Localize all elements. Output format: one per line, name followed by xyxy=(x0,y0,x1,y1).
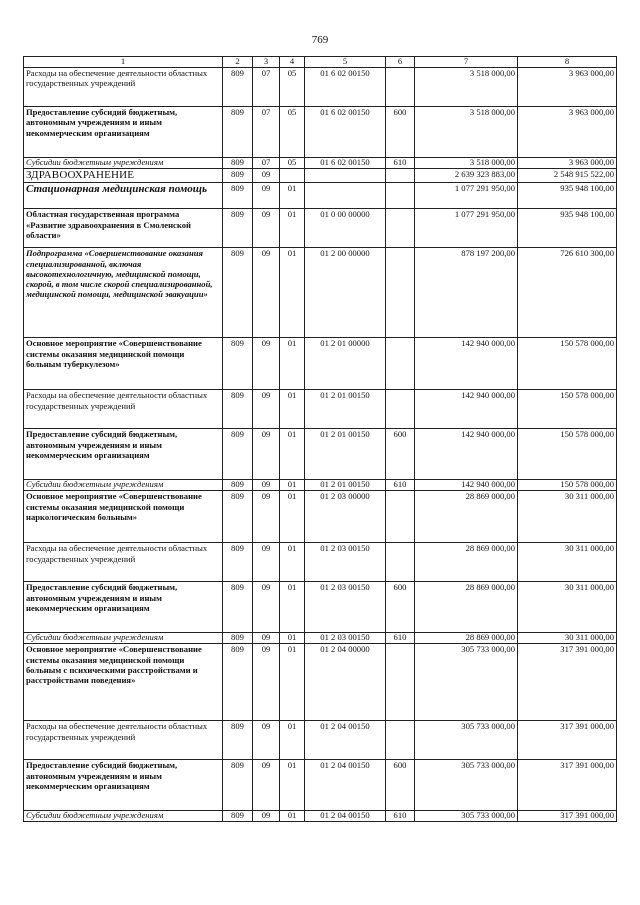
row-name: Субсидии бюджетным учреждениям xyxy=(24,811,223,822)
table-body xyxy=(24,68,617,822)
amount-cell: 142 940 000,00 xyxy=(415,429,518,480)
code-cell: 07 xyxy=(253,68,280,107)
code-cell: 01 2 00 00000 xyxy=(305,248,386,338)
table-row xyxy=(24,68,617,107)
code-cell: 09 xyxy=(253,390,280,429)
code-cell xyxy=(386,169,415,183)
code-cell: 09 xyxy=(253,721,280,760)
code-cell: 809 xyxy=(223,644,253,721)
code-cell: 09 xyxy=(253,644,280,721)
amount-cell: 317 391 000,00 xyxy=(518,811,617,822)
column-number: 6 xyxy=(386,57,415,68)
code-cell xyxy=(386,721,415,760)
code-cell xyxy=(386,543,415,582)
table-row xyxy=(24,760,617,811)
code-cell: 09 xyxy=(253,491,280,543)
code-cell: 01 xyxy=(280,390,305,429)
code-cell: 600 xyxy=(386,429,415,480)
code-cell xyxy=(386,209,415,248)
amount-cell: 3 963 000,00 xyxy=(518,68,617,107)
code-cell: 01 2 03 00150 xyxy=(305,543,386,582)
code-cell: 01 xyxy=(280,582,305,633)
code-cell: 610 xyxy=(386,811,415,822)
code-cell: 809 xyxy=(223,491,253,543)
code-cell xyxy=(386,491,415,543)
row-name: Субсидии бюджетным учреждениям xyxy=(24,158,223,169)
row-name: Основное мероприятие «Совершенствование системы оказания медицинской помощи больным с психическими расстройствами и расстройствами поведения» xyxy=(24,644,223,721)
code-cell: 01 xyxy=(280,491,305,543)
budget-table xyxy=(23,56,617,822)
code-cell: 01 xyxy=(280,721,305,760)
table-row xyxy=(24,248,617,338)
table-row xyxy=(24,582,617,633)
table-row xyxy=(24,338,617,390)
code-cell: 07 xyxy=(253,107,280,158)
amount-cell: 3 518 000,00 xyxy=(415,158,518,169)
amount-cell: 935 948 100,00 xyxy=(518,183,617,209)
code-cell: 07 xyxy=(253,158,280,169)
row-name: Субсидии бюджетным учреждениям xyxy=(24,633,223,644)
row-name: Областная государственная программа «Развитие здравоохранения в Смоленской области» xyxy=(24,209,223,248)
code-cell: 05 xyxy=(280,158,305,169)
table-row xyxy=(24,107,617,158)
code-cell: 05 xyxy=(280,107,305,158)
amount-cell: 305 733 000,00 xyxy=(415,811,518,822)
amount-cell: 150 578 000,00 xyxy=(518,390,617,429)
code-cell: 809 xyxy=(223,390,253,429)
code-cell: 01 2 03 00000 xyxy=(305,491,386,543)
table-row xyxy=(24,429,617,480)
row-name: Субсидии бюджетным учреждениям xyxy=(24,480,223,491)
table-row xyxy=(24,644,617,721)
code-cell: 09 xyxy=(253,480,280,491)
code-cell: 01 2 03 00150 xyxy=(305,582,386,633)
row-name: Предоставление субсидий бюджетным, автономным учреждениям и иным некоммерческим организациям xyxy=(24,107,223,158)
column-number: 5 xyxy=(305,57,386,68)
row-name: Расходы на обеспечение деятельности областных государственных учреждений xyxy=(24,543,223,582)
column-number: 7 xyxy=(415,57,518,68)
column-number: 4 xyxy=(280,57,305,68)
code-cell: 01 2 01 00000 xyxy=(305,338,386,390)
code-cell: 01 xyxy=(280,183,305,209)
code-cell: 09 xyxy=(253,338,280,390)
table-row xyxy=(24,480,617,491)
row-name: Предоставление субсидий бюджетным, автономным учреждениям и иным некоммерческим организациям xyxy=(24,760,223,811)
amount-cell: 30 311 000,00 xyxy=(518,582,617,633)
amount-cell: 150 578 000,00 xyxy=(518,480,617,491)
row-name: Основное мероприятие «Совершенствование системы оказания медицинской помощи больным туберкулезом» xyxy=(24,338,223,390)
code-cell: 809 xyxy=(223,158,253,169)
amount-cell: 726 610 300,00 xyxy=(518,248,617,338)
table-row xyxy=(24,543,617,582)
amount-cell: 3 963 000,00 xyxy=(518,107,617,158)
column-number: 1 xyxy=(24,57,223,68)
code-cell: 09 xyxy=(253,811,280,822)
amount-cell: 142 940 000,00 xyxy=(415,338,518,390)
code-cell: 09 xyxy=(253,248,280,338)
code-cell: 01 2 01 00150 xyxy=(305,429,386,480)
code-cell: 01 xyxy=(280,644,305,721)
code-cell: 09 xyxy=(253,633,280,644)
amount-cell: 150 578 000,00 xyxy=(518,429,617,480)
code-cell: 09 xyxy=(253,429,280,480)
code-cell: 01 6 02 00150 xyxy=(305,68,386,107)
amount-cell: 150 578 000,00 xyxy=(518,338,617,390)
code-cell: 09 xyxy=(253,582,280,633)
row-name: Расходы на обеспечение деятельности областных государственных учреждений xyxy=(24,68,223,107)
code-cell: 01 xyxy=(280,248,305,338)
code-cell: 01 2 04 00150 xyxy=(305,811,386,822)
code-cell: 01 2 04 00150 xyxy=(305,760,386,811)
code-cell: 01 xyxy=(280,811,305,822)
table-row xyxy=(24,169,617,183)
code-cell: 01 2 03 00150 xyxy=(305,633,386,644)
code-cell: 600 xyxy=(386,582,415,633)
amount-cell: 3 518 000,00 xyxy=(415,107,518,158)
column-number: 8 xyxy=(518,57,617,68)
code-cell: 809 xyxy=(223,248,253,338)
code-cell xyxy=(386,248,415,338)
amount-cell: 305 733 000,00 xyxy=(415,721,518,760)
code-cell: 01 6 02 00150 xyxy=(305,158,386,169)
code-cell: 600 xyxy=(386,760,415,811)
row-name: Расходы на обеспечение деятельности областных государственных учреждений xyxy=(24,390,223,429)
amount-cell: 142 940 000,00 xyxy=(415,390,518,429)
amount-cell: 317 391 000,00 xyxy=(518,721,617,760)
amount-cell: 3 518 000,00 xyxy=(415,68,518,107)
code-cell: 09 xyxy=(253,760,280,811)
code-cell: 01 2 04 00000 xyxy=(305,644,386,721)
column-number: 3 xyxy=(253,57,280,68)
amount-cell: 317 391 000,00 xyxy=(518,760,617,811)
amount-cell: 28 869 000,00 xyxy=(415,543,518,582)
code-cell: 01 0 00 00000 xyxy=(305,209,386,248)
code-cell: 809 xyxy=(223,811,253,822)
row-name: ЗДРАВООХРАНЕНИЕ xyxy=(24,169,223,183)
code-cell xyxy=(386,68,415,107)
row-name: Основное мероприятие «Совершенствование системы оказания медицинской помощи наркологическим больным» xyxy=(24,491,223,543)
code-cell: 01 xyxy=(280,429,305,480)
amount-cell: 878 197 200,00 xyxy=(415,248,518,338)
code-cell xyxy=(386,390,415,429)
table-row xyxy=(24,811,617,822)
code-cell xyxy=(386,183,415,209)
table-row xyxy=(24,491,617,543)
code-cell: 809 xyxy=(223,183,253,209)
table-row xyxy=(24,158,617,169)
amount-cell: 28 869 000,00 xyxy=(415,633,518,644)
table-row xyxy=(24,390,617,429)
code-cell: 01 xyxy=(280,209,305,248)
code-cell: 809 xyxy=(223,338,253,390)
amount-cell: 30 311 000,00 xyxy=(518,633,617,644)
amount-cell: 2 639 323 883,00 xyxy=(415,169,518,183)
code-cell: 01 xyxy=(280,338,305,390)
row-name: Предоставление субсидий бюджетным, автономным учреждениям и иным некоммерческим организациям xyxy=(24,582,223,633)
code-cell: 809 xyxy=(223,721,253,760)
code-cell: 809 xyxy=(223,68,253,107)
code-cell: 809 xyxy=(223,582,253,633)
code-cell: 01 2 01 00150 xyxy=(305,390,386,429)
row-name: Предоставление субсидий бюджетным, автономным учреждениям и иным некоммерческим организациям xyxy=(24,429,223,480)
code-cell xyxy=(280,169,305,183)
amount-cell: 142 940 000,00 xyxy=(415,480,518,491)
code-cell: 01 2 01 00150 xyxy=(305,480,386,491)
code-cell: 809 xyxy=(223,480,253,491)
column-number-row xyxy=(24,57,617,68)
row-name: Стационарная медицинская помощь xyxy=(24,183,223,209)
column-number: 2 xyxy=(223,57,253,68)
amount-cell: 1 077 291 950,00 xyxy=(415,209,518,248)
code-cell: 600 xyxy=(386,107,415,158)
code-cell: 610 xyxy=(386,480,415,491)
code-cell: 610 xyxy=(386,633,415,644)
amount-cell: 305 733 000,00 xyxy=(415,644,518,721)
code-cell: 610 xyxy=(386,158,415,169)
code-cell: 01 xyxy=(280,633,305,644)
code-cell: 09 xyxy=(253,209,280,248)
code-cell: 09 xyxy=(253,543,280,582)
code-cell: 09 xyxy=(253,169,280,183)
amount-cell: 305 733 000,00 xyxy=(415,760,518,811)
code-cell: 01 xyxy=(280,543,305,582)
code-cell: 09 xyxy=(253,183,280,209)
amount-cell: 2 548 915 522,00 xyxy=(518,169,617,183)
amount-cell: 1 077 291 950,00 xyxy=(415,183,518,209)
amount-cell: 3 963 000,00 xyxy=(518,158,617,169)
amount-cell: 28 869 000,00 xyxy=(415,582,518,633)
table-row xyxy=(24,209,617,248)
row-name: Расходы на обеспечение деятельности областных государственных учреждений xyxy=(24,721,223,760)
table-row xyxy=(24,721,617,760)
amount-cell: 28 869 000,00 xyxy=(415,491,518,543)
amount-cell: 317 391 000,00 xyxy=(518,644,617,721)
code-cell: 809 xyxy=(223,209,253,248)
code-cell xyxy=(305,183,386,209)
code-cell: 809 xyxy=(223,633,253,644)
page-number: 769 xyxy=(311,34,329,46)
amount-cell: 935 948 100,00 xyxy=(518,209,617,248)
code-cell: 01 2 04 00150 xyxy=(305,721,386,760)
code-cell: 809 xyxy=(223,107,253,158)
table-row xyxy=(24,633,617,644)
code-cell: 01 xyxy=(280,760,305,811)
code-cell xyxy=(305,169,386,183)
code-cell: 809 xyxy=(223,429,253,480)
table-row xyxy=(24,183,617,209)
code-cell: 01 6 02 00150 xyxy=(305,107,386,158)
code-cell: 05 xyxy=(280,68,305,107)
code-cell: 809 xyxy=(223,543,253,582)
amount-cell: 30 311 000,00 xyxy=(518,543,617,582)
amount-cell: 30 311 000,00 xyxy=(518,491,617,543)
code-cell xyxy=(386,338,415,390)
code-cell: 01 xyxy=(280,480,305,491)
code-cell: 809 xyxy=(223,169,253,183)
code-cell xyxy=(386,644,415,721)
code-cell: 809 xyxy=(223,760,253,811)
row-name: Подпрограмма «Совершенствование оказания специализированной, включая высокотехнологичную, медицинской помощи, скорой, в том числе скорой специализированной, медицинской помощи, медицинской эвакуации» xyxy=(24,248,223,338)
